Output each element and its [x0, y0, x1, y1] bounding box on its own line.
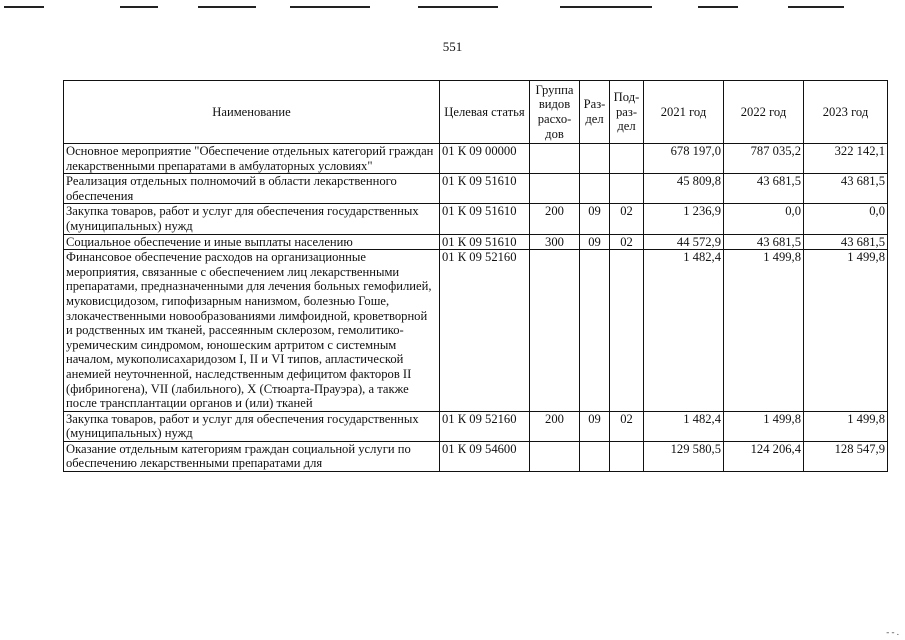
row-section: [580, 250, 610, 412]
row-2023: 43 681,5: [804, 174, 888, 204]
row-2021: 129 580,5: [644, 441, 724, 471]
row-group: 300: [530, 234, 580, 250]
table-row: [64, 411, 888, 441]
row-code: 01 К 09 52160: [440, 411, 530, 441]
row-section: 09: [580, 411, 610, 441]
row-name: Реализация отдельных полномочий в области лекарственного обеспечения: [64, 174, 440, 204]
header-expense-group: Группа видов расхо-дов: [530, 81, 580, 144]
budget-table: [63, 80, 888, 472]
row-section: [580, 441, 610, 471]
row-2022: 124 206,4: [724, 441, 804, 471]
row-subsection: 02: [610, 204, 644, 234]
header-2022: 2022 год: [724, 81, 804, 144]
top-rule: [198, 6, 256, 8]
row-2022: 0,0: [724, 204, 804, 234]
table-row: [64, 441, 888, 471]
row-2021: 1 236,9: [644, 204, 724, 234]
row-2023: 0,0: [804, 204, 888, 234]
row-code: 01 К 09 51610: [440, 234, 530, 250]
row-section: [580, 174, 610, 204]
scan-edge-mark: - - .: [886, 627, 899, 637]
table-row: [64, 204, 888, 234]
row-name: Закупка товаров, работ и услуг для обеспечения государственных (муниципальных) нужд: [64, 411, 440, 441]
row-subsection: [610, 441, 644, 471]
row-name: Основное мероприятие "Обеспечение отдельных категорий граждан лекарственными препаратами в амбулаторных условиях": [64, 144, 440, 174]
row-name: Социальное обеспечение и иные выплаты населению: [64, 234, 440, 250]
row-group: 200: [530, 411, 580, 441]
row-subsection: 02: [610, 411, 644, 441]
row-group: 200: [530, 204, 580, 234]
row-group: [530, 250, 580, 412]
row-code: 01 К 09 51610: [440, 204, 530, 234]
row-code: 01 К 09 51610: [440, 174, 530, 204]
row-2022: 43 681,5: [724, 234, 804, 250]
row-2021: 1 482,4: [644, 411, 724, 441]
top-rule: [788, 6, 844, 8]
table-row: [64, 234, 888, 250]
row-section: 09: [580, 204, 610, 234]
row-subsection: [610, 144, 644, 174]
row-group: [530, 441, 580, 471]
row-subsection: [610, 250, 644, 412]
header-section: Раз-дел: [580, 81, 610, 144]
row-code: 01 К 09 00000: [440, 144, 530, 174]
row-2022: 43 681,5: [724, 174, 804, 204]
row-2021: 678 197,0: [644, 144, 724, 174]
header-2021: 2021 год: [644, 81, 724, 144]
top-rule: [418, 6, 498, 8]
page-number: 551: [442, 39, 463, 54]
row-subsection: 02: [610, 234, 644, 250]
row-code: 01 К 09 54600: [440, 441, 530, 471]
row-2022: 1 499,8: [724, 411, 804, 441]
row-code: 01 К 09 52160: [440, 250, 530, 412]
header-name: Наименование: [64, 81, 440, 144]
table-row: [64, 250, 888, 412]
row-2021: 45 809,8: [644, 174, 724, 204]
top-rule: [698, 6, 738, 8]
top-rule: [290, 6, 370, 8]
row-2023: 128 547,9: [804, 441, 888, 471]
row-2021: 1 482,4: [644, 250, 724, 412]
row-2023: 322 142,1: [804, 144, 888, 174]
row-2022: 1 499,8: [724, 250, 804, 412]
row-section: 09: [580, 234, 610, 250]
table-row: [64, 174, 888, 204]
top-rule: [560, 6, 652, 8]
header-target-article: Целевая статья: [440, 81, 530, 144]
table-header-row: [64, 81, 888, 144]
row-2022: 787 035,2: [724, 144, 804, 174]
header-2023: 2023 год: [804, 81, 888, 144]
row-2023: 1 499,8: [804, 250, 888, 412]
top-rule: [4, 6, 44, 8]
row-name: Финансовое обеспечение расходов на организационные мероприятия, связанные с обеспечением лиц лекарственными препаратами, предназначенными для лечения больных гемофилией, муковисцидозом, гипофизарным нанизмом, болезнью Гоше, злокачественными новообразованиями лимфоидной, кроветворной и родственных им тканей, рассеянным склерозом, гемолитико-уремическим синдромом, юношеским артритом с системным началом, мукополисахаридозом I, II и VI типов, апластической анемией неуточненной, наследственным дефицитом факторов II (фибриногена), VII (лабильного), X (Стюарта-Прауэра), а также после трансплантации органов и (или) тканей: [64, 250, 440, 412]
row-name: Оказание отдельным категориям граждан социальной услуги по обеспечению лекарственными препаратами для: [64, 441, 440, 471]
row-group: [530, 174, 580, 204]
top-rule: [120, 6, 158, 8]
row-2023: 1 499,8: [804, 411, 888, 441]
row-subsection: [610, 174, 644, 204]
row-group: [530, 144, 580, 174]
row-name: Закупка товаров, работ и услуг для обеспечения государственных (муниципальных) нужд: [64, 204, 440, 234]
row-2021: 44 572,9: [644, 234, 724, 250]
table-row: [64, 144, 888, 174]
header-subsection: Под-раз-дел: [610, 81, 644, 144]
row-section: [580, 144, 610, 174]
row-2023: 43 681,5: [804, 234, 888, 250]
